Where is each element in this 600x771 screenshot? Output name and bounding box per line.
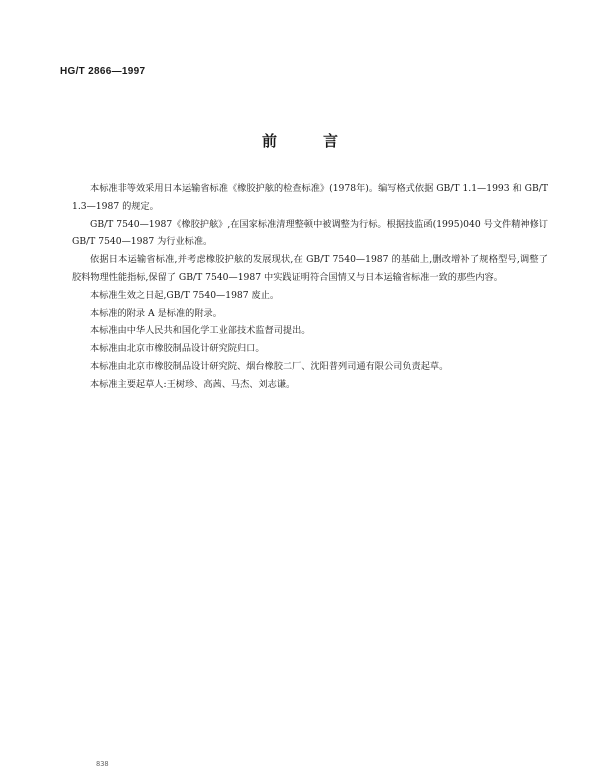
standard-code: HG/T 2866—1997	[60, 66, 146, 77]
page-title-char-2: 言	[323, 132, 339, 150]
paragraph-8: 本标准由北京市橡胶制品设计研究院、烟台橡胶二厂、沈阳普列司通有限公司负责起草。	[90, 360, 449, 372]
paragraph-4: 本标准生效之日起,GB/T 7540—1987 废止。	[90, 289, 280, 301]
page-title	[0, 130, 600, 151]
page-number: 838	[96, 760, 109, 768]
paragraph-9: 本标准主要起草人:王树珍、高茜、马杰、刘志谦。	[90, 378, 296, 390]
paragraph-2: GB/T 7540—1987《橡胶护舷》,在国家标准清理整顿中被调整为行标。根据技监函(1995)040 号文件精神修订 GB/T 7540—1987 为行业标准。	[72, 218, 548, 248]
paragraph-5: 本标准的附录 A 是标准的附录。	[90, 307, 222, 319]
paragraph-7: 本标准由北京市橡胶制品设计研究院归口。	[90, 343, 265, 355]
paragraph-3: 依据日本运输省标准,并考虑橡胶护舷的发展现状,在 GB/T 7540—1987 的基础上,删改增补了规格型号,调整了胶料物理性能指标,保留了 GB/T 7540—1987 中实践证明符合国情又与日本运输省标准一致的那些内容。	[72, 254, 548, 283]
page-title-char-1: 前	[261, 132, 277, 150]
paragraph-6: 本标准由中华人民共和国化学工业部技术监督司提出。	[90, 325, 311, 337]
paragraph-1: 本标准非等效采用日本运输省标准《橡胶护舷的检查标准》(1978年)。编写格式依据 GB/T 1.1—1993 和 GB/T 1.3—1987 的规定。	[72, 183, 548, 212]
foreword-body	[72, 180, 548, 394]
